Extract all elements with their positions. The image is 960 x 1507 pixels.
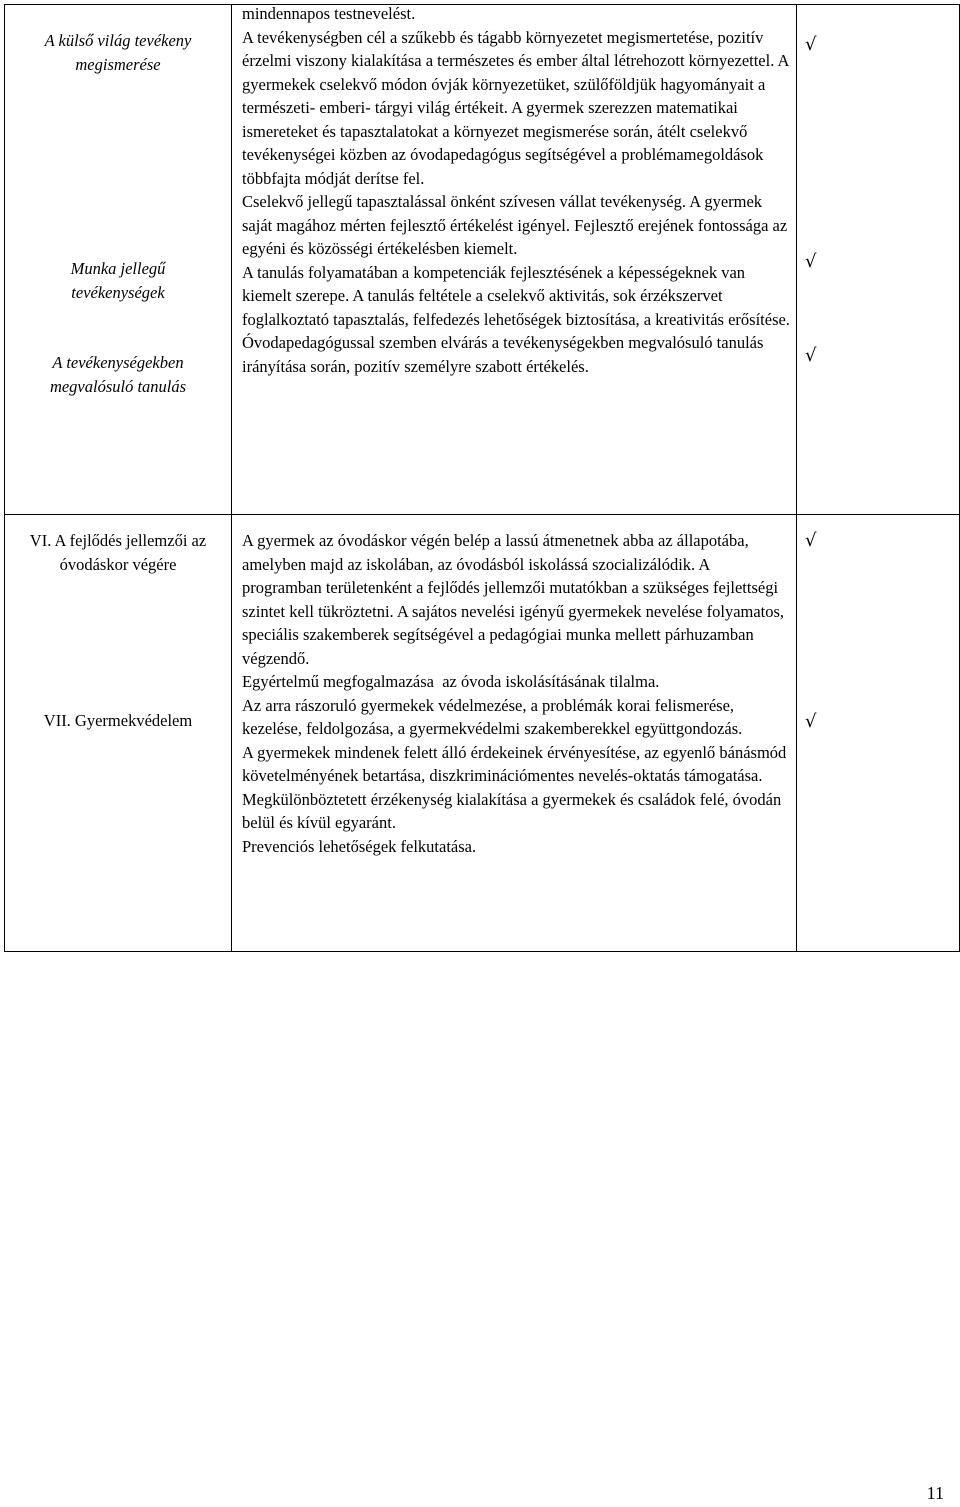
check-icon: √ xyxy=(805,710,817,732)
description-text: A tanulás folyamatában a kompetenciák fejlesztésének a képességeknek van kiemelt szerepe. A tanulás feltétele a cselekvő aktivitás, sok érzékszervet foglalkoztató tapasztalás, felfedezés lehetőségek biztosítása, a kreativitás erősítése. Óvodapedagógussal szemben elvárás a tevékenységekben megvalósuló tanulás irányítása során, pozitív személyre szabott értékelés. xyxy=(242,262,790,376)
category-work-activities: Munka jellegű tevékenységek xyxy=(70,259,166,302)
description-text: Az arra rászoruló gyermekek védelmezése, a problémák korai felismerése, kezelése, feldolgozása, a gyermekvédelmi szakemberekkel együttgondozás. xyxy=(242,695,743,738)
category-cell xyxy=(5,5,232,515)
checkmark-cell xyxy=(797,5,960,515)
check-icon: √ xyxy=(805,34,817,55)
description-text: Prevenciós lehetőségek felkutatása. xyxy=(242,836,477,856)
content-table xyxy=(4,4,960,952)
description-text: A gyermekek mindenek felett álló érdekeinek érvényesítése, az egyenlő bánásmód követelményének betartása, diszkriminációmentes nevelés-oktatás támogatása. xyxy=(242,742,787,785)
check-icon: √ xyxy=(805,530,817,551)
description-text: A gyermek az óvodáskor végén belép a lassú átmenetnek abba az állapotába, amelyben majd az iskolában, az óvodásból iskolássá szocializálódik. A programban területenként a fejlődés jellemzői mutatókban a szükséges fejlettségi szintet kell tükröztetni. A sajátos nevelési igényű gyermekek nevelése folyamatos, speciális szakemberek segítségével a pedagógiai munka mellett párhuzamban végzendő. xyxy=(242,531,785,668)
check-icon: √ xyxy=(805,345,817,366)
checkmark-cell xyxy=(797,515,960,952)
description-text: mindennapos testnevelést. xyxy=(242,4,416,23)
section-heading-child-protection: VII. Gyermekvédelem xyxy=(43,711,193,730)
description-text: Egyértelmű megfogalmazása az óvoda iskolásításának tilalma. xyxy=(242,672,660,691)
description-text: Cselekvő jellegű tapasztalással önként szívesen vállat tevékenység. A gyermek saját magához mérten fejlesztő értékelést igényel. Fejlesztő erejének fontossága az egyéni és közösségi értékelésben kiemelt. xyxy=(242,192,788,258)
check-icon: √ xyxy=(805,250,817,272)
description-cell xyxy=(232,515,797,952)
description-cell xyxy=(232,5,797,515)
page-number: 11 xyxy=(926,1482,944,1503)
table-row xyxy=(5,5,960,515)
description-text: A tevékenységben cél a szűkebb és tágabb környezetet megismertetése, pozitív érzelmi viszony kialakítása a természetes és ember által létrehozott környezettel. A gyermekek cselekvő módon óvják környezetüket, szülőföldjük hagyományait a természeti- emberi- tárgyi világ értékeit. A gyermek szerezzen matematikai ismereteket és tapasztalatokat a környezet megismerése során, átélt cselekvő tevékenységei közben az óvodapedagógus segítségével a problémamegoldások többfajta módját derítse fel. xyxy=(242,27,789,188)
table-row xyxy=(5,515,960,952)
category-learning: A tevékenységekben megvalósuló tanulás xyxy=(49,353,187,396)
category-outer-world: A külső világ tevékeny megismerése xyxy=(44,31,192,74)
category-cell xyxy=(5,515,232,952)
section-heading-development: VI. A fejlődés jellemzői az óvodáskor végére xyxy=(29,531,207,574)
description-text: Megkülönböztetett érzékenység kialakítása a gyermekek és családok felé, óvodán belül és kívül egyaránt. xyxy=(242,789,782,832)
